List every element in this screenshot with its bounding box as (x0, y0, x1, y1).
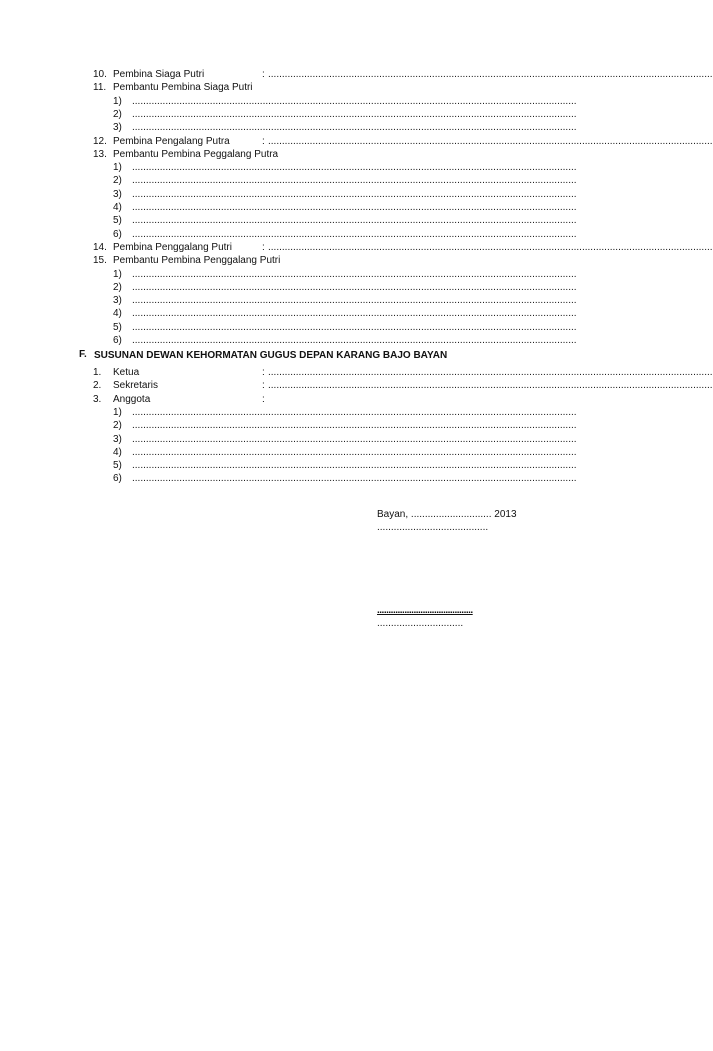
fill-in-dots: ................................................................................................................................................................ (132, 162, 577, 174)
item-colon: : (262, 380, 265, 392)
fill-in-dots: ................................................................................................................................................................ (132, 406, 577, 418)
item-colon: : (262, 393, 265, 405)
item-colon: : (262, 69, 265, 80)
item-number: 3. (93, 393, 102, 405)
role-line: ........................................ (377, 522, 489, 533)
fill-in-dots: ................................................................................................................................................................ (132, 202, 577, 213)
date-dots: ............................. (410, 509, 492, 520)
fill-in-dots: ................................................................................................................................................................ (132, 281, 577, 293)
item-number: 2) (113, 108, 122, 120)
item-number: 1) (113, 95, 122, 107)
fill-in-dots: ................................................................................................................................................................ (268, 367, 713, 378)
item-number: 6) (113, 473, 122, 485)
fill-in-dots: ................................................................................................................................................................ (132, 308, 577, 320)
item-number: 6) (113, 335, 122, 346)
item-number: 1) (113, 406, 122, 418)
item-number: 3) (113, 295, 122, 307)
item-label: Anggota (113, 393, 151, 405)
item-label: Pembina Penggalang Putri (113, 241, 232, 253)
signatory-id: ............................... (377, 618, 464, 629)
fill-in-dots: ................................................................................................................................................................ (132, 433, 577, 445)
item-number: 4) (113, 202, 122, 213)
fill-in-dots: ................................................................................................................................................................ (132, 215, 577, 227)
signatory-name: .......................................... (377, 605, 473, 616)
section-letter: F. (79, 349, 87, 360)
section-title: SUSUNAN DEWAN KEHORMATAN GUGUS DEPAN KARANG BAJO BAYAN (94, 350, 448, 361)
item-number: 10. (93, 69, 107, 80)
fill-in-dots: ................................................................................................................................................................ (132, 108, 577, 120)
item-number: 2) (113, 175, 122, 187)
item-label: Pembantu Pembina Peggalang Putra (113, 148, 279, 160)
fill-in-dots: ................................................................................................................................................................ (268, 380, 713, 392)
item-number: 13. (93, 148, 107, 160)
item-number: 5) (113, 321, 122, 333)
fill-in-dots: ................................................................................................................................................................ (132, 295, 577, 307)
item-label: Pembina Pengalang Putra (113, 135, 230, 147)
fill-in-dots: ................................................................................................................................................................ (268, 135, 713, 147)
fill-in-dots: ................................................................................................................................................................ (132, 122, 577, 134)
item-number: 12. (93, 135, 107, 147)
year: 2013 (494, 509, 517, 520)
item-number: 6) (113, 228, 122, 240)
item-number: 3) (113, 122, 122, 134)
item-colon: : (262, 367, 265, 378)
fill-in-dots: ................................................................................................................................................................ (132, 175, 577, 187)
fill-in-dots: ................................................................................................................................................................ (268, 69, 713, 80)
fill-in-dots: ................................................................................................................................................................ (132, 268, 577, 280)
place-prefix: Bayan, (377, 509, 409, 520)
item-number: 4) (113, 308, 122, 320)
fill-in-dots: ................................................................................................................................................................ (132, 420, 577, 432)
item-number: 3) (113, 188, 122, 200)
fill-in-dots: ................................................................................................................................................................ (132, 446, 577, 458)
item-label: Pembantu Pembina Penggalang Putri (113, 255, 281, 267)
item-number: 2) (113, 281, 122, 293)
fill-in-dots: ................................................................................................................................................................ (132, 188, 577, 200)
fill-in-dots: ................................................................................................................................................................ (132, 228, 577, 240)
item-label: Pembina Siaga Putri (113, 69, 205, 80)
fill-in-dots: ................................................................................................................................................................ (132, 95, 577, 107)
item-label: Sekretaris (113, 380, 159, 392)
item-number: 11. (93, 82, 107, 94)
item-colon: : (262, 241, 265, 253)
item-label: Ketua (113, 367, 140, 378)
item-number: 1. (93, 367, 102, 378)
fill-in-dots: ................................................................................................................................................................ (132, 321, 577, 333)
item-colon: : (262, 135, 265, 147)
item-number: 5) (113, 460, 122, 472)
fill-in-dots: ................................................................................................................................................................ (132, 460, 577, 472)
fill-in-dots: ................................................................................................................................................................ (268, 241, 713, 253)
item-number: 15. (93, 255, 107, 267)
fill-in-dots: ................................................................................................................................................................ (132, 335, 577, 346)
item-number: 1) (113, 268, 122, 280)
item-number: 14. (93, 241, 107, 253)
item-number: 5) (113, 215, 122, 227)
item-number: 2. (93, 380, 102, 392)
item-number: 2) (113, 420, 122, 432)
item-number: 4) (113, 446, 122, 458)
fill-in-dots: ................................................................................................................................................................ (132, 473, 577, 485)
item-number: 1) (113, 162, 122, 174)
item-number: 3) (113, 433, 122, 445)
place-date-line (377, 508, 517, 521)
item-label: Pembantu Pembina Siaga Putri (113, 82, 253, 94)
